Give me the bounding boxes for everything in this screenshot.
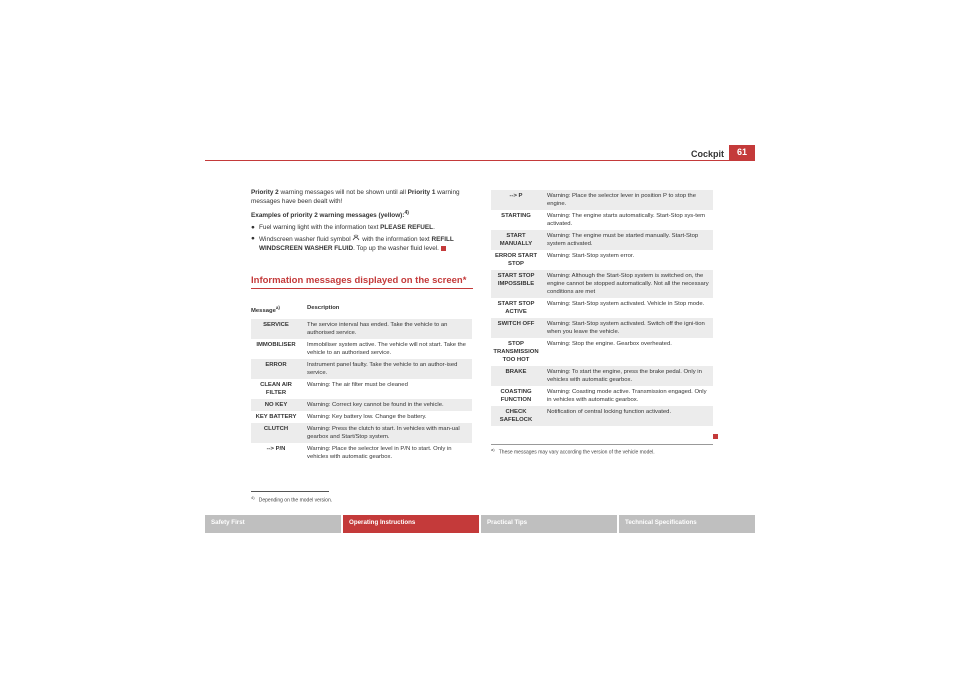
table-row [251,339,472,359]
messages-table-right [491,190,713,426]
message-cell: BRAKE [505,369,527,375]
footnote-left [251,495,332,504]
description-cell: Warning: The engine must be started manually. Start-Stop system activated. [547,233,699,247]
message-cell: IMMOBILISER [256,341,296,348]
priority-1-label: Priority 1 [407,189,436,196]
description-cell: Warning: Coasting mode active. Transmission engaged. Only in vehicles with automatic gearbox. [547,389,707,403]
header-message-label: Message [251,307,276,314]
footnote-text-a: These messages may vary according the version of the vehicle model. [498,449,655,456]
table-row [491,298,713,318]
intro-block [251,188,473,255]
message-cell: START STOP ACTIVE [497,301,535,315]
message-cell: CLUTCH [263,425,289,432]
section-rule [251,288,473,289]
header-message [251,304,301,315]
table-row [491,270,713,298]
description-cell: Warning: The engine starts automatically. Start-Stop sys-tem activated. [547,213,706,227]
message-cell: NO KEY [264,401,288,408]
table-row [491,210,713,230]
footnote-right [491,447,655,456]
table-row [491,386,713,406]
bullet2-end: . Top up the washer fluid level. [353,245,439,253]
message-cell: SERVICE [263,321,289,328]
description-cell: Warning: Although the Start-Stop system is switched on, the engine cannot be stopped automatically. Not all the necessary conditions are met [547,273,709,295]
footnote-text-4: Depending on the model version. [258,497,333,504]
bullet-fuel-warning [251,223,473,232]
bullet2-bold: REFILL WINDSCREEN WASHER FLUID [259,236,454,253]
footnote-marker-a: a) [491,447,495,452]
bullet1-end: . [433,224,435,232]
description-cell: Warning: Place the selector lever in position P to stop the engine. [547,193,696,207]
description-cell: Instrument panel faulty. Take the vehicle to an author-ised service. [307,361,458,376]
message-cell: STOP TRANSMISSION TOO HOT [493,341,539,363]
description-cell: Warning: Stop the engine. Gearbox overheated. [547,341,672,347]
message-cell: ERROR START STOP [494,253,538,267]
table-row [491,250,713,270]
message-cell: START STOP IMPOSSIBLE [497,273,535,287]
description-cell: Warning: Start-Stop system activated. Switch off the igni-tion when you leave the vehicle. [547,321,705,335]
table-header [251,301,472,319]
message-cell: STARTING [501,213,531,219]
description-cell: Warning: Place the selector level in P/N to start. Only in vehicles with automatic gearbox. [307,445,452,460]
footer-tab-operating-instructions[interactable]: Operating Instructions [343,515,479,533]
table-body-left [251,319,472,463]
table-row [251,423,472,443]
section-title: Information messages displayed on the screen* [251,275,467,286]
footer-tab-safety-first[interactable]: Safety First [205,515,341,533]
messages-table-left [251,301,472,463]
description-cell: Warning: Key battery low. Change the battery. [307,413,427,420]
description-cell: Immobiliser system active. The vehicle will not start. Take the vehicle to an authorised service. [307,341,466,356]
table-row [251,399,472,411]
description-cell: Notification of central locking function activated. [547,409,672,415]
examples-label: Examples of priority 2 warning messages (yellow): [251,212,405,220]
header-description: Description [307,305,340,311]
message-cell: START MANUALLY [499,233,533,247]
bullet-dot-icon: ● [251,235,255,243]
footnote-rule-right [491,444,713,445]
bullet2-mid: with the information text [360,236,432,244]
end-of-section-icon [441,246,446,251]
footer-tab-technical-specifications[interactable]: Technical Specifications [619,515,755,533]
description-cell: Warning: To start the engine, press the brake pedal. Only in vehicles with automatic gearbox. [547,369,702,383]
bullet1-bold: PLEASE REFUEL [380,224,434,232]
table-row [491,318,713,338]
table-row [491,230,713,250]
message-cell: CHECK SAFELOCK [499,409,533,423]
table-row [251,443,472,463]
table-row [251,411,472,423]
footnote-rule-left [251,491,329,492]
table-body-right [491,190,713,426]
table-row [491,338,713,366]
description-cell: The service interval has ended. Take the vehicle to an authorised service. [307,321,448,336]
description-cell: Warning: Start-Stop system error. [547,253,635,259]
priority-paragraph [251,188,473,206]
header-rule [205,160,755,161]
bullet-washer-fluid [251,234,473,253]
table-row [491,366,713,386]
priority-text-end: warning messages have been dealt with! [251,189,460,205]
description-cell: Warning: Start-Stop system activated. Vehicle in Stop mode. [547,301,705,307]
message-cell: --> P [509,193,523,199]
page-number: 61 [729,145,755,160]
message-cell: SWITCH OFF [497,321,535,327]
priority-text: warning messages will not be shown until all [278,189,408,196]
table-row [251,379,472,399]
footer-tab-practical-tips[interactable]: Practical Tips [481,515,617,533]
footnote-marker-4: 4) [251,495,255,500]
table-row [251,319,472,339]
examples-heading [251,209,473,220]
page-header-title: Cockpit [690,149,724,159]
message-cell: CLEAN AIR FILTER [260,381,292,396]
table-row [491,406,713,426]
bullet1-text: Fuel warning light with the information text [259,224,381,232]
message-cell: KEY BATTERY [255,413,297,420]
description-cell: Warning: Correct key cannot be found in the vehicle. [307,401,444,408]
table-row [491,190,713,210]
message-cell: ERROR [265,361,287,368]
end-of-section-icon [713,434,718,439]
bullet-dot-icon: ● [251,224,255,232]
footnote-ref-4: 4) [404,210,409,216]
description-cell: Warning: Press the clutch to start. In vehicles with man-ual gearbox and Start/Stop system. [307,425,460,440]
footnote-ref-a: a) [275,305,280,310]
message-cell: COASTING FUNCTION [500,389,532,403]
priority-2-label: Priority 2 [251,189,279,196]
description-cell: Warning: The air filter must be cleaned [307,381,408,388]
bullet2-text: Windscreen washer fluid symbol [259,236,353,244]
table-row [251,359,472,379]
message-cell: --> P/N [266,445,286,452]
